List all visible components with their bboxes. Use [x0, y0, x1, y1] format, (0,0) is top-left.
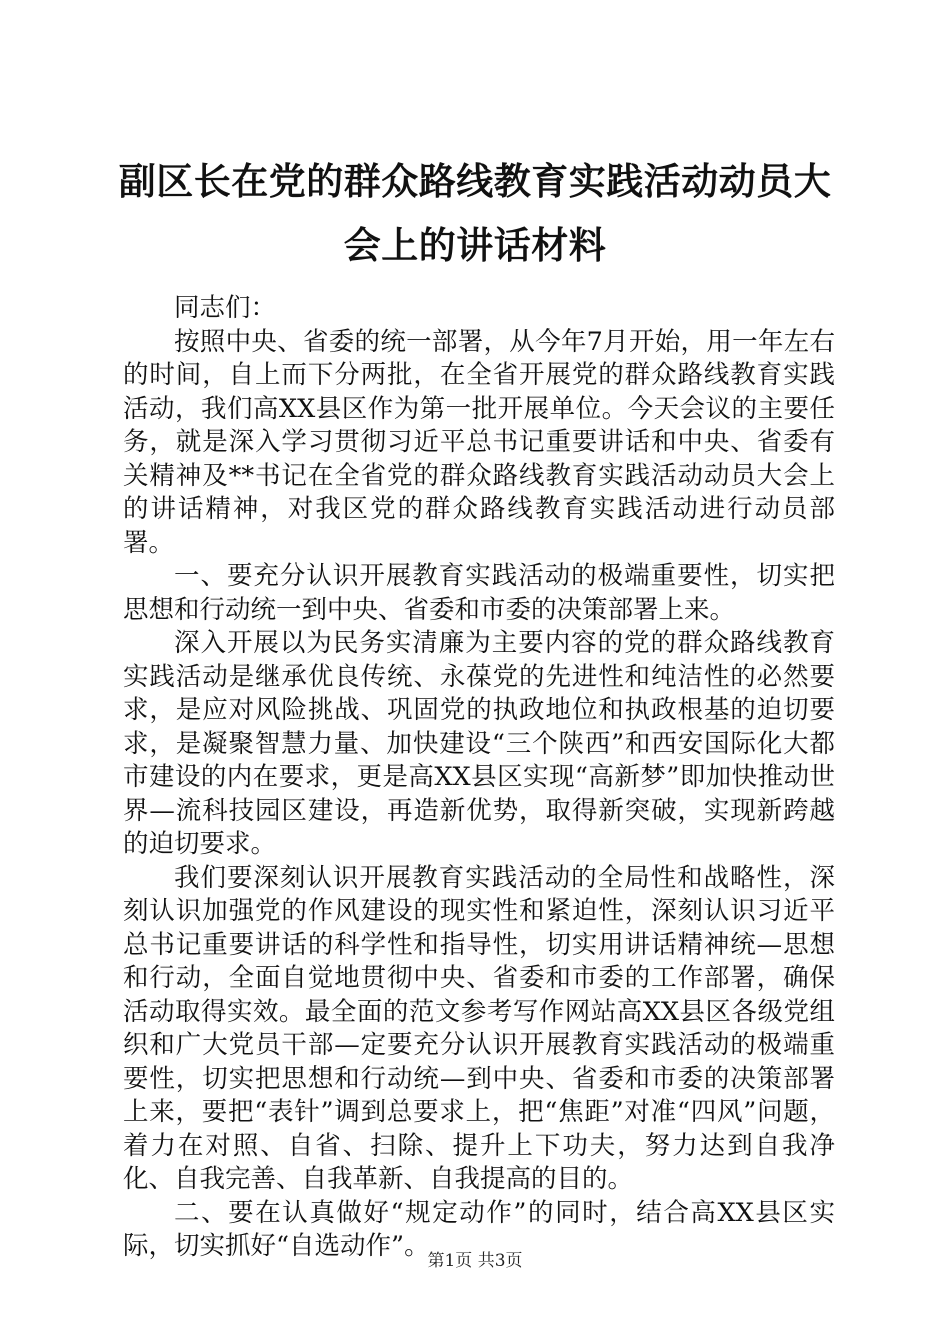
- paragraph-intro: 按照中央、省委的统一部署，从今年7月开始，用一年左右的时间，自上而下分两批，在全省开展党的群众路线教育实践活动，我们高XX县区作为第一批开展单位。今天会议的主要任务，就是深入学习贯彻习近平总书记重要讲话和中央、省委有关精神及**书记在全省党的群众路线教育实践活动动员大会上的讲话精神，对我区党的群众路线教育实践活动进行动员部署。: [123, 326, 835, 558]
- paragraph-section-1-b: 我们要深刻认识开展教育实践活动的全局性和战略性，深刻认识加强党的作风建设的现实性和紧迫性，深刻认识习近平总书记重要讲话的科学性和指导性，切实用讲话精神统—思想和行动，全面自觉地贯彻中央、省委和市委的工作部署，确保活动取得实效。最全面的范文参考写作网站高XX县区各级党组织和广大党员干部—定要充分认识开展教育实践活动的极端重要性，切实把思想和行动统—到中央、省委和市委的决策部署上来，要把“表针”调到总要求上，把“焦距”对准“四风”问题，着力在对照、自省、扫除、提升上下功夫，努力达到自我净化、自我完善、自我革新、自我提高的目的。: [123, 862, 835, 1194]
- section-heading-1: 一、要充分认识开展教育实践活动的极端重要性，切实把思想和行动统一到中央、省委和市委的决策部署上来。: [123, 561, 835, 625]
- section-heading-2: 二、要在认真做好“规定动作”的同时，结合高XX县区实际，切实抓好“自选动作”。: [123, 1197, 835, 1261]
- salutation: 同志们：: [174, 293, 277, 323]
- document-title: 副区长在党的群众路线教育实践活动动员大会上的讲话材料: [118, 160, 832, 267]
- page-footer: 第1页 共3页: [427, 1251, 523, 1271]
- paragraph-section-1-a: 深入开展以为民务实清廉为主要内容的党的群众路线教育实践活动是继承优良传统、永葆党的先进性和纯洁性的必然要求，是应对风险挑战、巩固党的执政地位和执政根基的迫切要求，是凝聚智慧力量、加快建设“三个陕西”和西安国际化大都市建设的内在要求，更是高XX县区实现“高新梦”即加快推动世界—流科技园区建设，再造新优势，取得新突破，实现新跨越的迫切要求。: [123, 628, 835, 859]
- document-body: [123, 292, 835, 1264]
